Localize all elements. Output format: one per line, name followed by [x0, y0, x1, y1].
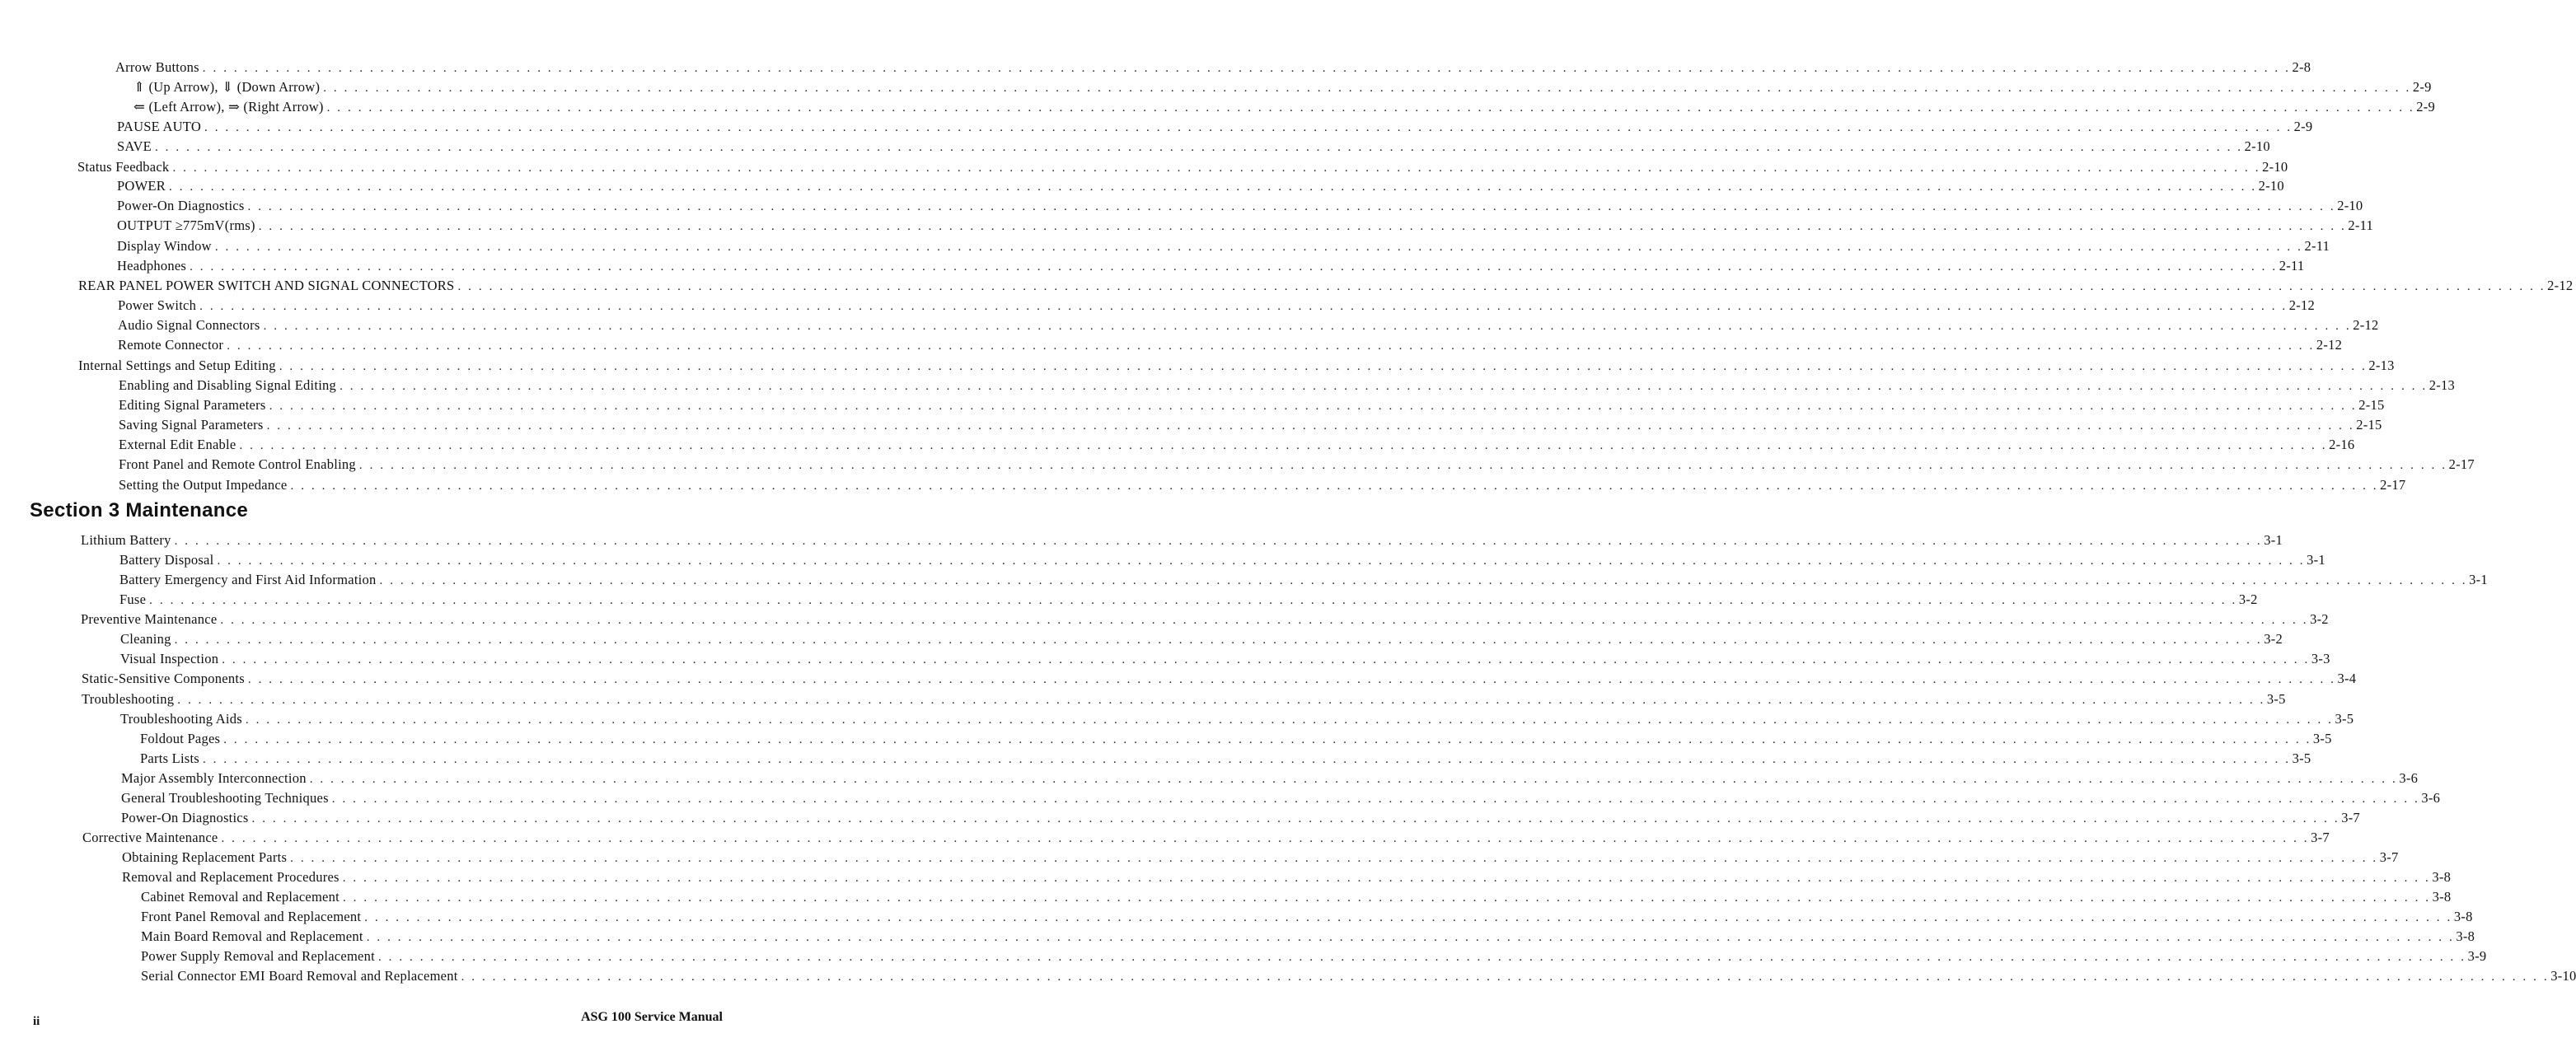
toc-entry [121, 769, 2419, 788]
toc-entry [122, 867, 2452, 887]
toc-entry [121, 788, 2441, 808]
dot-leader: . . . . . . . . . . . . . . . . . . . . . . . . . . . . . . . . . . . . . . . . . . . . . . . . . . . . . . . . . . . . . . . . . . . . . . . . . . . . . . . . . . . . . . . . . . . . . . . . . . . . . . . . . . . . . . . . . . . . . . . . . . . . . . . . . . . . . . . . . . . . . . . . . . . . . . . . . . . . . . . . . . . . . . . . . . . . . . . . . . . . . . . . . . . . . . . . . . . . . . . . [258, 220, 2347, 233]
dot-leader: . . . . . . . . . . . . . . . . . . . . . . . . . . . . . . . . . . . . . . . . . . . . . . . . . . . . . . . . . . . . . . . . . . . . . . . . . . . . . . . . . . . . . . . . . . . . . . . . . . . . . . . . . . . . . . . . . . . . . . . . . . . . . . . . . . . . . . . . . . . . . . . . . . . . . . . . . . . . . . . . . . . . . . . . . . . . . . . . . . . . . . . . . . . . . . . . . . . . . . . . [247, 673, 2336, 686]
toc-entry-page: 3-1 [2264, 532, 2283, 548]
toc-entry-title: Saving Signal Parameters [119, 417, 264, 432]
toc-entry-page: 2-8 [2292, 59, 2311, 75]
dot-leader: . . . . . . . . . . . . . . . . . . . . . . . . . . . . . . . . . . . . . . . . . . . . . . . . . . . . . . . . . . . . . . . . . . . . . . . . . . . . . . . . . . . . . . . . . . . . . . . . . . . . . . . . . . . . . . . . . . . . . . . . . . . . . . . . . . . . . . . . . . . . . . . . . . . . . . . . . . . . . . . . . . . . . . . . . . . . . . . . . . . . . . . . . . . . . . . . . . . . . . . . [169, 180, 2257, 194]
toc-entry-page: 2-12 [2547, 278, 2574, 293]
toc-entry [77, 157, 2288, 177]
toc-entry-page: 2-13 [2368, 358, 2395, 373]
toc-entry [119, 395, 2385, 415]
toc-entry-title: Foldout Pages [140, 731, 221, 746]
toc-entry-title: ⇑ (Up Arrow), ⇓ (Down Arrow) [133, 79, 321, 95]
toc-entry-page: 3-5 [2335, 711, 2354, 727]
dot-leader: . . . . . . . . . . . . . . . . . . . . . . . . . . . . . . . . . . . . . . . . . . . . . . . . . . . . . . . . . . . . . . . . . . . . . . . . . . . . . . . . . . . . . . . . . . . . . . . . . . . . . . . . . . . . . . . . . . . . . . . . . . . . . . . . . . . . . . . . . . . . . . . . . . . . . . . . . . . . . . . . . . . . . . . . . . . . . . . . . . . . . . . . . . . . . . . . . . . . . . . . [223, 733, 2311, 746]
toc-entry-page: 2-12 [2353, 317, 2379, 333]
toc-entry-title: Display Window [117, 238, 212, 254]
dot-leader: . . . . . . . . . . . . . . . . . . . . . . . . . . . . . . . . . . . . . . . . . . . . . . . . . . . . . . . . . . . . . . . . . . . . . . . . . . . . . . . . . . . . . . . . . . . . . . . . . . . . . . . . . . . . . . . . . . . . . . . . . . . . . . . . . . . . . . . . . . . . . . . . . . . . . . . . . . . . . . . . . . . . . . . . . . . . . . . . . . . . . . . . . . . . . . . . . . . . . . . . [323, 82, 2411, 95]
toc-entry-title: Power-On Diagnostics [117, 198, 245, 213]
toc-entry-title: Serial Connector EMI Board Removal and Replacement [141, 968, 458, 984]
dot-leader: . . . . . . . . . . . . . . . . . . . . . . . . . . . . . . . . . . . . . . . . . . . . . . . . . . . . . . . . . . . . . . . . . . . . . . . . . . . . . . . . . . . . . . . . . . . . . . . . . . . . . . . . . . . . . . . . . . . . . . . . . . . . . . . . . . . . . . . . . . . . . . . . . . . . . . . . . . . . . . . . . . . . . . . . . . . . . . . . . . . . . . . . . . . . . . . . . . . . . . . . [340, 380, 2428, 393]
dot-leader: . . . . . . . . . . . . . . . . . . . . . . . . . . . . . . . . . . . . . . . . . . . . . . . . . . . . . . . . . . . . . . . . . . . . . . . . . . . . . . . . . . . . . . . . . . . . . . . . . . . . . . . . . . . . . . . . . . . . . . . . . . . . . . . . . . . . . . . . . . . . . . . . . . . . . . . . . . . . . . . . . . . . . . . . . . . . . . . . . . . . . . . . . . . . . . . . . . . . . . . . [461, 970, 2550, 984]
toc-entry [119, 570, 2488, 590]
toc-entry [117, 117, 2313, 137]
toc-entry-page: 2-10 [2262, 159, 2288, 175]
toc-entry-page: 2-17 [2380, 477, 2406, 493]
toc-entry [141, 966, 2576, 986]
toc-entry-title: Cleaning [120, 631, 171, 647]
toc-entry [140, 749, 2311, 769]
dot-leader: . . . . . . . . . . . . . . . . . . . . . . . . . . . . . . . . . . . . . . . . . . . . . . . . . . . . . . . . . . . . . . . . . . . . . . . . . . . . . . . . . . . . . . . . . . . . . . . . . . . . . . . . . . . . . . . . . . . . . . . . . . . . . . . . . . . . . . . . . . . . . . . . . . . . . . . . . . . . . . . . . . . . . . . . . . . . . . . . . . . . . . . . . . . . . . . . . . . . . . . . [149, 594, 2237, 607]
toc-entry-title: Cabinet Removal and Replacement [141, 889, 340, 905]
toc-entry-page: 2-9 [2412, 79, 2432, 95]
toc-entry-title: ⇐ (Left Arrow), ⇒ (Right Arrow) [133, 99, 324, 115]
dot-leader: . . . . . . . . . . . . . . . . . . . . . . . . . . . . . . . . . . . . . . . . . . . . . . . . . . . . . . . . . . . . . . . . . . . . . . . . . . . . . . . . . . . . . . . . . . . . . . . . . . . . . . . . . . . . . . . . . . . . . . . . . . . . . . . . . . . . . . . . . . . . . . . . . . . . . . . . . . . . . . . . . . . . . . . . . . . . . . . . . . . . . . . . . . . . . . . . . . . . . . . . [331, 793, 2420, 806]
toc-entry-page: 3-8 [2456, 928, 2475, 944]
toc-entry-title: Battery Disposal [119, 552, 214, 568]
toc-entry [118, 335, 2343, 355]
toc-entry-title: Power Supply Removal and Replacement [141, 948, 375, 964]
toc-entry-title: Main Board Removal and Replacement [141, 928, 363, 944]
dot-leader: . . . . . . . . . . . . . . . . . . . . . . . . . . . . . . . . . . . . . . . . . . . . . . . . . . . . . . . . . . . . . . . . . . . . . . . . . . . . . . . . . . . . . . . . . . . . . . . . . . . . . . . . . . . . . . . . . . . . . . . . . . . . . . . . . . . . . . . . . . . . . . . . . . . . . . . . . . . . . . . . . . . . . . . . . . . . . . . . . . . . . . . . . . . . . . . . . . . . . . . . [220, 614, 2309, 627]
manual-title: ASG 100 Service Manual [581, 1010, 723, 1024]
dot-leader: . . . . . . . . . . . . . . . . . . . . . . . . . . . . . . . . . . . . . . . . . . . . . . . . . . . . . . . . . . . . . . . . . . . . . . . . . . . . . . . . . . . . . . . . . . . . . . . . . . . . . . . . . . . . . . . . . . . . . . . . . . . . . . . . . . . . . . . . . . . . . . . . . . . . . . . . . . . . . . . . . . . . . . . . . . . . . . . . . . . . . . . . . . . . . . . . . . . . . . . . [217, 554, 2306, 568]
dot-leader: . . . . . . . . . . . . . . . . . . . . . . . . . . . . . . . . . . . . . . . . . . . . . . . . . . . . . . . . . . . . . . . . . . . . . . . . . . . . . . . . . . . . . . . . . . . . . . . . . . . . . . . . . . . . . . . . . . . . . . . . . . . . . . . . . . . . . . . . . . . . . . . . . . . . . . . . . . . . . . . . . . . . . . . . . . . . . . . . . . . . . . . . . . . . . . . . . . . . . . . . [172, 161, 2261, 175]
dot-leader: . . . . . . . . . . . . . . . . . . . . . . . . . . . . . . . . . . . . . . . . . . . . . . . . . . . . . . . . . . . . . . . . . . . . . . . . . . . . . . . . . . . . . . . . . . . . . . . . . . . . . . . . . . . . . . . . . . . . . . . . . . . . . . . . . . . . . . . . . . . . . . . . . . . . . . . . . . . . . . . . . . . . . . . . . . . . . . . . . . . . . . . . . . . . . . . . . . . . . . . . [279, 360, 2368, 373]
toc-entry-title: Visual Inspection [120, 651, 219, 666]
toc-entry-title: Obtaining Replacement Parts [122, 849, 288, 865]
toc-entry-title: Fuse [119, 591, 147, 607]
toc-entry-title: Front Panel and Remote Control Enabling [119, 456, 356, 472]
toc-entry [141, 887, 2452, 907]
toc-entry-page: 3-1 [2307, 552, 2325, 568]
toc-entry [118, 316, 2379, 335]
toc-entry-page: 3-8 [2432, 869, 2452, 885]
toc-entry-page: 3-2 [2264, 631, 2283, 647]
toc-entry-page: 3-7 [2341, 810, 2360, 825]
dot-leader: . . . . . . . . . . . . . . . . . . . . . . . . . . . . . . . . . . . . . . . . . . . . . . . . . . . . . . . . . . . . . . . . . . . . . . . . . . . . . . . . . . . . . . . . . . . . . . . . . . . . . . . . . . . . . . . . . . . . . . . . . . . . . . . . . . . . . . . . . . . . . . . . . . . . . . . . . . . . . . . . . . . . . . . . . . . . . . . . . . . . . . . . . . . . . . . . . . . . . . . . [326, 101, 2415, 115]
toc-entry [119, 590, 2258, 610]
toc-entry [117, 216, 2374, 236]
toc-entry [119, 455, 2475, 475]
section-heading: Section 3 Maintenance [30, 499, 249, 521]
toc-entry-page: 2-17 [2448, 456, 2475, 472]
dot-leader: . . . . . . . . . . . . . . . . . . . . . . . . . . . . . . . . . . . . . . . . . . . . . . . . . . . . . . . . . . . . . . . . . . . . . . . . . . . . . . . . . . . . . . . . . . . . . . . . . . . . . . . . . . . . . . . . . . . . . . . . . . . . . . . . . . . . . . . . . . . . . . . . . . . . . . . . . . . . . . . . . . . . . . . . . . . . . . . . . . . . . . . . . . . . . . . . . . . . . . . . [227, 339, 2315, 353]
toc-entry-page: 3-7 [2379, 849, 2399, 865]
dot-leader: . . . . . . . . . . . . . . . . . . . . . . . . . . . . . . . . . . . . . . . . . . . . . . . . . . . . . . . . . . . . . . . . . . . . . . . . . . . . . . . . . . . . . . . . . . . . . . . . . . . . . . . . . . . . . . . . . . . . . . . . . . . . . . . . . . . . . . . . . . . . . . . . . . . . . . . . . . . . . . . . . . . . . . . . . . . . . . . . . . . . . . . . . . . . . . . . . . . . . . . . [239, 439, 2328, 452]
toc-entry-title: REAR PANEL POWER SWITCH AND SIGNAL CONNECTORS [78, 278, 455, 293]
dot-leader: . . . . . . . . . . . . . . . . . . . . . . . . . . . . . . . . . . . . . . . . . . . . . . . . . . . . . . . . . . . . . . . . . . . . . . . . . . . . . . . . . . . . . . . . . . . . . . . . . . . . . . . . . . . . . . . . . . . . . . . . . . . . . . . . . . . . . . . . . . . . . . . . . . . . . . . . . . . . . . . . . . . . . . . . . . . . . . . . . . . . . . . . . . . . . . . . . . . . . . . . [199, 300, 2288, 313]
toc-entry-title: Lithium Battery [81, 532, 171, 548]
toc-entry-page: 2-10 [2337, 198, 2363, 213]
toc-entry-title: Corrective Maintenance [82, 830, 218, 845]
toc-entry-title: Preventive Maintenance [81, 611, 218, 627]
toc-entry-page: 3-8 [2453, 909, 2473, 924]
dot-leader: . . . . . . . . . . . . . . . . . . . . . . . . . . . . . . . . . . . . . . . . . . . . . . . . . . . . . . . . . . . . . . . . . . . . . . . . . . . . . . . . . . . . . . . . . . . . . . . . . . . . . . . . . . . . . . . . . . . . . . . . . . . . . . . . . . . . . . . . . . . . . . . . . . . . . . . . . . . . . . . . . . . . . . . . . . . . . . . . . . . . . . . . . . . . . . . . . . . . . . . . [266, 419, 2355, 432]
toc-entry [78, 356, 2395, 376]
toc-entry-page: 2-11 [2279, 258, 2305, 274]
toc-entry-title: Editing Signal Parameters [119, 397, 266, 413]
toc-entry-page: 2-12 [2288, 297, 2316, 313]
toc-entry-title: Parts Lists [140, 750, 199, 766]
toc-entry-page: 2-13 [2428, 377, 2455, 393]
dot-leader: . . . . . . . . . . . . . . . . . . . . . . . . . . . . . . . . . . . . . . . . . . . . . . . . . . . . . . . . . . . . . . . . . . . . . . . . . . . . . . . . . . . . . . . . . . . . . . . . . . . . . . . . . . . . . . . . . . . . . . . . . . . . . . . . . . . . . . . . . . . . . . . . . . . . . . . . . . . . . . . . . . . . . . . . . . . . . . . . . . . . . . . . . . . . . . . . . . . . . . . . [251, 812, 2340, 825]
toc-entry-page: 2-10 [2244, 138, 2270, 154]
toc-entry-page: 2-15 [2358, 397, 2385, 413]
dot-leader: . . . . . . . . . . . . . . . . . . . . . . . . . . . . . . . . . . . . . . . . . . . . . . . . . . . . . . . . . . . . . . . . . . . . . . . . . . . . . . . . . . . . . . . . . . . . . . . . . . . . . . . . . . . . . . . . . . . . . . . . . . . . . . . . . . . . . . . . . . . . . . . . . . . . . . . . . . . . . . . . . . . . . . . . . . . . . . . . . . . . . . . . . . . . . . . . . . . . . . . . [190, 260, 2278, 274]
dot-leader: . . . . . . . . . . . . . . . . . . . . . . . . . . . . . . . . . . . . . . . . . . . . . . . . . . . . . . . . . . . . . . . . . . . . . . . . . . . . . . . . . . . . . . . . . . . . . . . . . . . . . . . . . . . . . . . . . . . . . . . . . . . . . . . . . . . . . . . . . . . . . . . . . . . . . . . . . . . . . . . . . . . . . . . . . . . . . . . . . . . . . . . . . . . . . . . . . . . . . . . . [377, 951, 2466, 964]
page-number: ii [33, 1015, 40, 1028]
toc-entry [117, 256, 2305, 276]
toc-entry [118, 296, 2316, 316]
toc-entry [119, 550, 2325, 570]
toc-entry-page: 3-6 [2421, 790, 2441, 806]
toc-entry-title: External Edit Enable [119, 437, 237, 452]
toc-entry [141, 947, 2487, 966]
toc-entry-page: 3-4 [2337, 671, 2357, 686]
toc-entry-page: 3-5 [2266, 691, 2286, 707]
toc-entry-page: 3-1 [2469, 572, 2488, 587]
toc-entry-page: 2-16 [2329, 437, 2355, 452]
toc-entry-page: 2-9 [2416, 99, 2436, 115]
toc-entry [120, 709, 2354, 729]
toc-entry-title: Setting the Output Impedance [119, 477, 288, 493]
dot-leader: . . . . . . . . . . . . . . . . . . . . . . . . . . . . . . . . . . . . . . . . . . . . . . . . . . . . . . . . . . . . . . . . . . . . . . . . . . . . . . . . . . . . . . . . . . . . . . . . . . . . . . . . . . . . . . . . . . . . . . . . . . . . . . . . . . . . . . . . . . . . . . . . . . . . . . . . . . . . . . . . . . . . . . . . . . . . . . . . . . . . . . . . . . . . . . . . . . . . . . . . [309, 773, 2398, 786]
toc-entry-page: 2-11 [2304, 238, 2330, 254]
toc-entry-title: Remote Connector [118, 337, 224, 353]
toc-entry-page: 3-2 [2238, 591, 2258, 607]
toc-entry-title: Troubleshooting Aids [120, 711, 242, 727]
toc-entry-page: 3-10 [2550, 968, 2576, 984]
toc-entry-title: Removal and Replacement Procedures [122, 869, 340, 885]
toc-entry-title: Headphones [117, 258, 187, 274]
toc-entry-title: SAVE [117, 138, 152, 154]
toc-entry [117, 176, 2284, 196]
toc-entry-title: Major Assembly Interconnection [121, 770, 307, 786]
toc-entry [119, 435, 2355, 455]
toc-entry [82, 828, 2330, 848]
toc-entry [122, 848, 2399, 867]
toc-entry [133, 97, 2436, 117]
toc-entry-page: 2-10 [2258, 178, 2284, 194]
toc-entry [81, 531, 2283, 550]
dot-leader: . . . . . . . . . . . . . . . . . . . . . . . . . . . . . . . . . . . . . . . . . . . . . . . . . . . . . . . . . . . . . . . . . . . . . . . . . . . . . . . . . . . . . . . . . . . . . . . . . . . . . . . . . . . . . . . . . . . . . . . . . . . . . . . . . . . . . . . . . . . . . . . . . . . . . . . . . . . . . . . . . . . . . . . . . . . . . . . . . . . . . . . . . . . . . . . . . . . . . . . . [202, 62, 2291, 75]
toc-entry-title: Static-Sensitive Components [82, 671, 245, 686]
toc-entry-page: 3-6 [2399, 770, 2419, 786]
toc-entry [121, 808, 2360, 828]
toc-entry-page: 2-15 [2356, 417, 2382, 432]
dot-leader: . . . . . . . . . . . . . . . . . . . . . . . . . . . . . . . . . . . . . . . . . . . . . . . . . . . . . . . . . . . . . . . . . . . . . . . . . . . . . . . . . . . . . . . . . . . . . . . . . . . . . . . . . . . . . . . . . . . . . . . . . . . . . . . . . . . . . . . . . . . . . . . . . . . . . . . . . . . . . . . . . . . . . . . . . . . . . . . . . . . . . . . . . . . . . . . . . . . . . . . . [263, 320, 2352, 333]
dot-leader: . . . . . . . . . . . . . . . . . . . . . . . . . . . . . . . . . . . . . . . . . . . . . . . . . . . . . . . . . . . . . . . . . . . . . . . . . . . . . . . . . . . . . . . . . . . . . . . . . . . . . . . . . . . . . . . . . . . . . . . . . . . . . . . . . . . . . . . . . . . . . . . . . . . . . . . . . . . . . . . . . . . . . . . . . . . . . . . . . . . . . . . . . . . . . . . . . . . . . . . . [177, 694, 2265, 707]
toc-entry-title: OUTPUT ≥775mV(rms) [117, 217, 255, 233]
dot-leader: . . . . . . . . . . . . . . . . . . . . . . . . . . . . . . . . . . . . . . . . . . . . . . . . . . . . . . . . . . . . . . . . . . . . . . . . . . . . . . . . . . . . . . . . . . . . . . . . . . . . . . . . . . . . . . . . . . . . . . . . . . . . . . . . . . . . . . . . . . . . . . . . . . . . . . . . . . . . . . . . . . . . . . . . . . . . . . . . . . . . . . . . . . . . . . . . . . . . . . . . [247, 200, 2336, 213]
dot-leader: . . . . . . . . . . . . . . . . . . . . . . . . . . . . . . . . . . . . . . . . . . . . . . . . . . . . . . . . . . . . . . . . . . . . . . . . . . . . . . . . . . . . . . . . . . . . . . . . . . . . . . . . . . . . . . . . . . . . . . . . . . . . . . . . . . . . . . . . . . . . . . . . . . . . . . . . . . . . . . . . . . . . . . . . . . . . . . . . . . . . . . . . . . . . . . . . . . . . . . . . [222, 653, 2310, 666]
toc-entry [120, 649, 2330, 669]
dot-leader: . . . . . . . . . . . . . . . . . . . . . . . . . . . . . . . . . . . . . . . . . . . . . . . . . . . . . . . . . . . . . . . . . . . . . . . . . . . . . . . . . . . . . . . . . . . . . . . . . . . . . . . . . . . . . . . . . . . . . . . . . . . . . . . . . . . . . . . . . . . . . . . . . . . . . . . . . . . . . . . . . . . . . . . . . . . . . . . . . . . . . . . . . . . . . . . . . . . . . . . . [174, 535, 2263, 548]
toc-entry-page: 2-11 [2348, 217, 2374, 233]
toc-entry [119, 376, 2455, 395]
toc-entry-page: 3-3 [2311, 651, 2330, 666]
toc-entry [115, 58, 2311, 77]
toc-entry [117, 196, 2363, 216]
toc-entry-title: General Troubleshooting Techniques [121, 790, 329, 806]
dot-leader: . . . . . . . . . . . . . . . . . . . . . . . . . . . . . . . . . . . . . . . . . . . . . . . . . . . . . . . . . . . . . . . . . . . . . . . . . . . . . . . . . . . . . . . . . . . . . . . . . . . . . . . . . . . . . . . . . . . . . . . . . . . . . . . . . . . . . . . . . . . . . . . . . . . . . . . . . . . . . . . . . . . . . . . . . . . . . . . . . . . . . . . . . . . . . . . . . . . . . . . . [269, 400, 2358, 413]
toc-entry-page: 3-9 [2467, 948, 2487, 964]
toc-entry-page: 3-7 [2311, 830, 2330, 845]
toc-entry-page: 2-12 [2316, 337, 2343, 353]
toc-entry-title: PAUSE AUTO [117, 119, 201, 134]
dot-leader: . . . . . . . . . . . . . . . . . . . . . . . . . . . . . . . . . . . . . . . . . . . . . . . . . . . . . . . . . . . . . . . . . . . . . . . . . . . . . . . . . . . . . . . . . . . . . . . . . . . . . . . . . . . . . . . . . . . . . . . . . . . . . . . . . . . . . . . . . . . . . . . . . . . . . . . . . . . . . . . . . . . . . . . . . . . . . . . . . . . . . . . . . . . . . . . . . . . . . . . . [342, 891, 2431, 905]
dot-leader: . . . . . . . . . . . . . . . . . . . . . . . . . . . . . . . . . . . . . . . . . . . . . . . . . . . . . . . . . . . . . . . . . . . . . . . . . . . . . . . . . . . . . . . . . . . . . . . . . . . . . . . . . . . . . . . . . . . . . . . . . . . . . . . . . . . . . . . . . . . . . . . . . . . . . . . . . . . . . . . . . . . . . . . . . . . . . . . . . . . . . . . . . . . . . . . . . . . . . . . . [204, 121, 2293, 134]
toc-entry [119, 475, 2406, 495]
toc-entry-page: 3-5 [2292, 750, 2311, 766]
dot-leader: . . . . . . . . . . . . . . . . . . . . . . . . . . . . . . . . . . . . . . . . . . . . . . . . . . . . . . . . . . . . . . . . . . . . . . . . . . . . . . . . . . . . . . . . . . . . . . . . . . . . . . . . . . . . . . . . . . . . . . . . . . . . . . . . . . . . . . . . . . . . . . . . . . . . . . . . . . . . . . . . . . . . . . . . . . . . . . . . . . . . . . . . . . . . . . . . . . . . . . . . [457, 280, 2546, 293]
toc-entry [78, 276, 2574, 296]
toc-entry [117, 236, 2330, 256]
toc-entry-title: Arrow Buttons [115, 59, 199, 75]
toc-entry-title: Status Feedback [77, 159, 170, 175]
toc-entry [140, 729, 2332, 749]
toc-entry-title: Battery Emergency and First Aid Information [119, 572, 377, 587]
toc-entry [133, 77, 2432, 97]
dot-leader: . . . . . . . . . . . . . . . . . . . . . . . . . . . . . . . . . . . . . . . . . . . . . . . . . . . . . . . . . . . . . . . . . . . . . . . . . . . . . . . . . . . . . . . . . . . . . . . . . . . . . . . . . . . . . . . . . . . . . . . . . . . . . . . . . . . . . . . . . . . . . . . . . . . . . . . . . . . . . . . . . . . . . . . . . . . . . . . . . . . . . . . . . . . . . . . . . . . . . . . . [174, 634, 2263, 647]
toc-entry-page: 2-9 [2293, 119, 2313, 134]
toc-entry-title: Front Panel Removal and Replacement [141, 909, 362, 924]
dot-leader: . . . . . . . . . . . . . . . . . . . . . . . . . . . . . . . . . . . . . . . . . . . . . . . . . . . . . . . . . . . . . . . . . . . . . . . . . . . . . . . . . . . . . . . . . . . . . . . . . . . . . . . . . . . . . . . . . . . . . . . . . . . . . . . . . . . . . . . . . . . . . . . . . . . . . . . . . . . . . . . . . . . . . . . . . . . . . . . . . . . . . . . . . . . . . . . . . . . . . . . . [364, 911, 2452, 924]
toc-entry-page: 3-8 [2432, 889, 2452, 905]
dot-leader: . . . . . . . . . . . . . . . . . . . . . . . . . . . . . . . . . . . . . . . . . . . . . . . . . . . . . . . . . . . . . . . . . . . . . . . . . . . . . . . . . . . . . . . . . . . . . . . . . . . . . . . . . . . . . . . . . . . . . . . . . . . . . . . . . . . . . . . . . . . . . . . . . . . . . . . . . . . . . . . . . . . . . . . . . . . . . . . . . . . . . . . . . . . . . . . . . . . . . . . . [221, 832, 2310, 845]
toc-entry [82, 669, 2357, 689]
toc-entry-title: Power-On Diagnostics [121, 810, 249, 825]
toc-entry [141, 927, 2475, 947]
dot-leader: . . . . . . . . . . . . . . . . . . . . . . . . . . . . . . . . . . . . . . . . . . . . . . . . . . . . . . . . . . . . . . . . . . . . . . . . . . . . . . . . . . . . . . . . . . . . . . . . . . . . . . . . . . . . . . . . . . . . . . . . . . . . . . . . . . . . . . . . . . . . . . . . . . . . . . . . . . . . . . . . . . . . . . . . . . . . . . . . . . . . . . . . . . . . . . . . . . . . . . . . [202, 753, 2291, 766]
toc-entry [120, 629, 2283, 649]
toc-entry-page: 3-2 [2310, 611, 2329, 627]
toc-entry-title: Internal Settings and Setup Editing [78, 358, 276, 373]
dot-leader: . . . . . . . . . . . . . . . . . . . . . . . . . . . . . . . . . . . . . . . . . . . . . . . . . . . . . . . . . . . . . . . . . . . . . . . . . . . . . . . . . . . . . . . . . . . . . . . . . . . . . . . . . . . . . . . . . . . . . . . . . . . . . . . . . . . . . . . . . . . . . . . . . . . . . . . . . . . . . . . . . . . . . . . . . . . . . . . . . . . . . . . . . . . . . . . . . . . . . . . . [290, 852, 2378, 865]
dot-leader: . . . . . . . . . . . . . . . . . . . . . . . . . . . . . . . . . . . . . . . . . . . . . . . . . . . . . . . . . . . . . . . . . . . . . . . . . . . . . . . . . . . . . . . . . . . . . . . . . . . . . . . . . . . . . . . . . . . . . . . . . . . . . . . . . . . . . . . . . . . . . . . . . . . . . . . . . . . . . . . . . . . . . . . . . . . . . . . . . . . . . . . . . . . . . . . . . . . . . . . . [358, 459, 2447, 472]
toc-entry-title: POWER [117, 178, 166, 194]
toc-entry [117, 137, 2270, 157]
toc-entry [81, 610, 2329, 629]
toc-entry [119, 415, 2382, 435]
dot-leader: . . . . . . . . . . . . . . . . . . . . . . . . . . . . . . . . . . . . . . . . . . . . . . . . . . . . . . . . . . . . . . . . . . . . . . . . . . . . . . . . . . . . . . . . . . . . . . . . . . . . . . . . . . . . . . . . . . . . . . . . . . . . . . . . . . . . . . . . . . . . . . . . . . . . . . . . . . . . . . . . . . . . . . . . . . . . . . . . . . . . . . . . . . . . . . . . . . . . . . . . [290, 479, 2379, 493]
toc-entry [141, 907, 2473, 927]
toc-entry-title: Audio Signal Connectors [118, 317, 260, 333]
dot-leader: . . . . . . . . . . . . . . . . . . . . . . . . . . . . . . . . . . . . . . . . . . . . . . . . . . . . . . . . . . . . . . . . . . . . . . . . . . . . . . . . . . . . . . . . . . . . . . . . . . . . . . . . . . . . . . . . . . . . . . . . . . . . . . . . . . . . . . . . . . . . . . . . . . . . . . . . . . . . . . . . . . . . . . . . . . . . . . . . . . . . . . . . . . . . . . . . . . . . . . . . [154, 141, 2243, 154]
toc-entry [82, 690, 2286, 709]
dot-leader: . . . . . . . . . . . . . . . . . . . . . . . . . . . . . . . . . . . . . . . . . . . . . . . . . . . . . . . . . . . . . . . . . . . . . . . . . . . . . . . . . . . . . . . . . . . . . . . . . . . . . . . . . . . . . . . . . . . . . . . . . . . . . . . . . . . . . . . . . . . . . . . . . . . . . . . . . . . . . . . . . . . . . . . . . . . . . . . . . . . . . . . . . . . . . . . . . . . . . . . . [366, 931, 2455, 944]
dot-leader: . . . . . . . . . . . . . . . . . . . . . . . . . . . . . . . . . . . . . . . . . . . . . . . . . . . . . . . . . . . . . . . . . . . . . . . . . . . . . . . . . . . . . . . . . . . . . . . . . . . . . . . . . . . . . . . . . . . . . . . . . . . . . . . . . . . . . . . . . . . . . . . . . . . . . . . . . . . . . . . . . . . . . . . . . . . . . . . . . . . . . . . . . . . . . . . . . . . . . . . . [379, 574, 2468, 587]
toc-entry-title: Enabling and Disabling Signal Editing [119, 377, 337, 393]
toc-entry-title: Power Switch [118, 297, 197, 313]
dot-leader: . . . . . . . . . . . . . . . . . . . . . . . . . . . . . . . . . . . . . . . . . . . . . . . . . . . . . . . . . . . . . . . . . . . . . . . . . . . . . . . . . . . . . . . . . . . . . . . . . . . . . . . . . . . . . . . . . . . . . . . . . . . . . . . . . . . . . . . . . . . . . . . . . . . . . . . . . . . . . . . . . . . . . . . . . . . . . . . . . . . . . . . . . . . . . . . . . . . . . . . . [214, 241, 2303, 254]
toc-entry-page: 3-5 [2312, 731, 2332, 746]
toc-entry-title: Troubleshooting [82, 691, 175, 707]
dot-leader: . . . . . . . . . . . . . . . . . . . . . . . . . . . . . . . . . . . . . . . . . . . . . . . . . . . . . . . . . . . . . . . . . . . . . . . . . . . . . . . . . . . . . . . . . . . . . . . . . . . . . . . . . . . . . . . . . . . . . . . . . . . . . . . . . . . . . . . . . . . . . . . . . . . . . . . . . . . . . . . . . . . . . . . . . . . . . . . . . . . . . . . . . . . . . . . . . . . . . . . . [342, 872, 2431, 885]
dot-leader: . . . . . . . . . . . . . . . . . . . . . . . . . . . . . . . . . . . . . . . . . . . . . . . . . . . . . . . . . . . . . . . . . . . . . . . . . . . . . . . . . . . . . . . . . . . . . . . . . . . . . . . . . . . . . . . . . . . . . . . . . . . . . . . . . . . . . . . . . . . . . . . . . . . . . . . . . . . . . . . . . . . . . . . . . . . . . . . . . . . . . . . . . . . . . . . . . . . . . . . . [245, 713, 2334, 727]
